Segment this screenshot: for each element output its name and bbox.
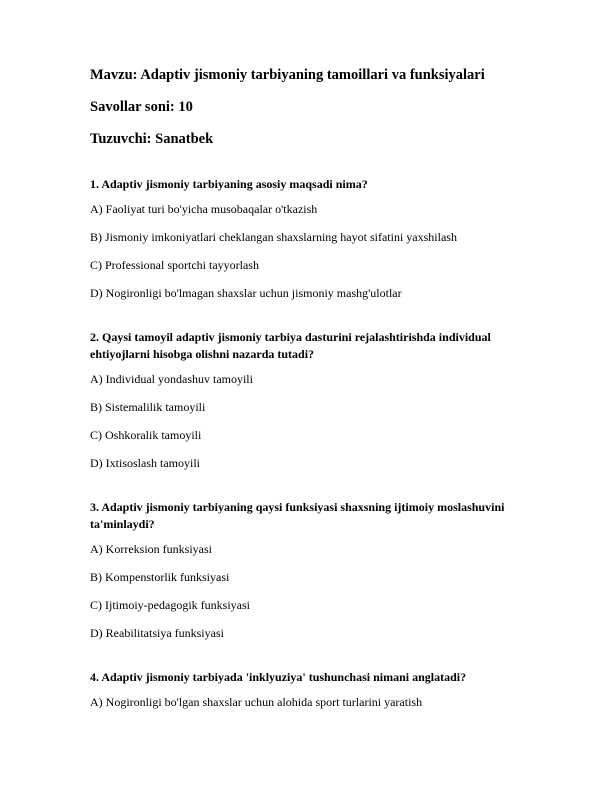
answer-option-b: B) Kompenstorlik funksiyasi [90, 570, 230, 584]
question-2 [90, 329, 520, 471]
question-text: 2. Qaysi tamoyil adaptiv jismoniy tarbiya dasturini rejalashtirishda individual ehtiyojlarni hisobga olishni nazarda tutadi? [90, 330, 491, 361]
answer-option-b: B) Jismoniy imkoniyatlari cheklangan shaxslarning hayot sifatini yaxshilash [90, 230, 457, 244]
answer-option-a: A) Faoliyat turi bo'yicha musobaqalar o'tkazish [90, 202, 318, 216]
question-text: 3. Adaptiv jismoniy tarbiyaning qaysi funksiyasi shaxsning ijtimoiy moslashuvini ta'minlaydi? [90, 500, 505, 531]
answer-option-c: C) Ijtimoiy-pedagogik funksiyasi [90, 598, 250, 612]
question-text: 1. Adaptiv jismoniy tarbiyaning asosiy maqsadi nima? [90, 177, 368, 191]
question-text: 4. Adaptiv jismoniy tarbiyada 'inklyuziya' tushunchasi nimani anglatadi? [90, 670, 467, 684]
answer-option-a: A) Nogironligi bo'lgan shaxslar uchun alohida sport turlarini yaratish [90, 695, 423, 709]
question-3 [90, 499, 520, 641]
question-4 [90, 669, 520, 710]
answer-option-d: D) Ixtisoslash tamoyili [90, 456, 200, 470]
author-line: Tuzuvchi: Sanatbek [90, 131, 214, 147]
answer-option-b: B) Sistemalilik tamoyili [90, 400, 206, 414]
topic-title: Mavzu: Adaptiv jismoniy tarbiyaning tamoillari va funksiyalari [90, 67, 485, 83]
answer-option-c: C) Oshkoralik tamoyili [90, 428, 202, 442]
document-header [90, 66, 520, 148]
answer-option-a: A) Korreksion funksiyasi [90, 542, 212, 556]
answer-option-c: C) Professional sportchi tayyorlash [90, 258, 259, 272]
answer-option-d: D) Nogironligi bo'lmagan shaxslar uchun jismoniy mashg'ulotlar [90, 286, 402, 300]
question-count: Savollar soni: 10 [90, 99, 193, 115]
answer-option-a: A) Individual yondashuv tamoyili [90, 372, 253, 386]
answer-option-d: D) Reabilitatsiya funksiyasi [90, 626, 224, 640]
question-1 [90, 176, 520, 301]
document-content [90, 66, 520, 738]
